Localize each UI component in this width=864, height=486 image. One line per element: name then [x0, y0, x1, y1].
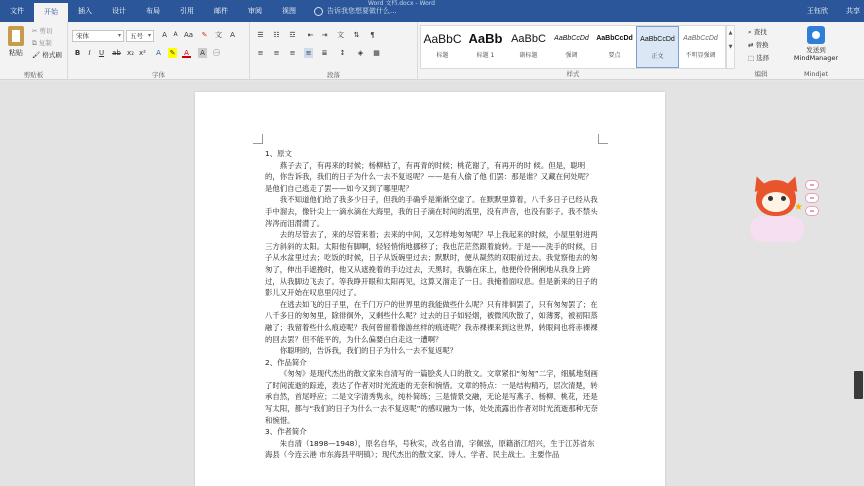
paragraph-7: 朱自清（1898—1948），原名自华，号秋实，改名自清，字佩弦，原籍浙江绍兴，生于江苏省东海县（今连云港 市东海县平明镇）；现代杰出的散文家、诗人、学者、民主战士。主要作品 [265, 438, 595, 460]
char-shading-icon[interactable]: A [198, 48, 207, 58]
tab-review[interactable]: 审阅 [248, 7, 262, 15]
align-right-icon[interactable]: ≡ [289, 49, 296, 57]
document-title: Word 文档.docx - Word [368, 0, 435, 7]
clipboard-group-label: 剪贴板 [23, 71, 44, 79]
shrink-font-icon[interactable]: A [173, 31, 178, 38]
mascot-cloud [750, 216, 804, 242]
mascot-option-1-icon[interactable] [805, 180, 819, 190]
align-left-icon[interactable]: ≡ [257, 49, 264, 57]
font-name-select[interactable]: 宋体 ▾ [72, 30, 124, 42]
tab-layout[interactable]: 布局 [146, 7, 160, 15]
styles-scroll[interactable]: ▲ ▼ [726, 25, 735, 69]
underline-button[interactable]: U [98, 49, 105, 57]
justify-icon[interactable]: ≡ [305, 49, 312, 57]
bullets-icon[interactable]: ☰ [257, 31, 264, 39]
copy-button[interactable]: ⧉ 复制 [32, 39, 52, 47]
subscript-button[interactable]: x₂ [127, 49, 134, 57]
phonetic-icon[interactable]: 文 [215, 31, 222, 39]
paragraph-4: 在逃去如飞的日子里，在千门万户的世界里的我能做些什么呢？只有徘徊罢了，只有匆匆罢了；在八千多日的匆匆里，除徘徊外，又剩些什么呢？过去的日子如轻烟，被微风吹散了，如薄雾，被初阳蒸融了；我留着些什么痕迹呢？我何曾留着像游丝样的痕迹呢？我赤裸裸来到这世界，转眼间也将赤裸裸的回去罢？但不能平的，为什么偏要白白走这一遭啊？ [265, 299, 598, 344]
mascot-option-3-icon[interactable] [805, 206, 819, 216]
strikethrough-button[interactable]: ab [112, 49, 121, 57]
style-emphasis[interactable]: AaBbCcDd 强调 [554, 35, 589, 59]
user-name[interactable]: 王钰欣 [807, 7, 828, 15]
star-icon: ★ [794, 202, 803, 213]
format-painter-button[interactable]: 🖌 格式刷 [32, 51, 62, 59]
superscript-button[interactable]: x² [139, 49, 146, 57]
numbering-icon[interactable]: ☷ [273, 31, 280, 39]
vertical-scrollbar[interactable] [852, 81, 864, 486]
tab-insert[interactable]: 插入 [78, 7, 92, 15]
cut-button[interactable]: ✂ 剪切 [32, 27, 53, 35]
mascot-face [762, 192, 790, 212]
highlight-icon[interactable]: ✎ [169, 49, 176, 57]
tell-me-text: 告诉我您想要做什么... [327, 7, 397, 15]
font-size-select[interactable]: 五号 ▾ [126, 30, 154, 42]
share-button[interactable]: 共享 [846, 7, 860, 15]
fox-mascot-icon[interactable] [750, 176, 806, 246]
distributed-icon[interactable]: ≣ [321, 49, 328, 57]
mascot-eye-left [768, 196, 773, 201]
tab-view[interactable]: 视图 [282, 7, 296, 15]
char-border-icon[interactable]: A [230, 31, 235, 39]
clear-format-icon[interactable]: ✎ [201, 31, 208, 39]
multilevel-list-icon[interactable]: ☲ [289, 31, 296, 39]
document-page[interactable] [195, 92, 665, 486]
style-title[interactable]: AaBbC 标题 [423, 32, 462, 59]
scrollbar-thumb[interactable] [854, 371, 863, 399]
styles-gallery [420, 25, 726, 69]
tab-file[interactable]: 文件 [10, 7, 24, 15]
style-subtle-emphasis[interactable]: AaBbCcDd 不明显强调 [683, 35, 718, 59]
clipboard-icon [8, 26, 24, 46]
crop-mark-top-right [598, 134, 608, 144]
bold-button[interactable]: B [74, 49, 81, 57]
paragraph-1: 燕子去了，有再来的时候；杨柳枯了，有再青的时候；桃花谢了，有再开的时 候。但是，聪明的，你告诉我，我们的日子为什么一去不复返呢？——是有人偷了他 们罢：那是谁？又藏在何处呢？是他们自己逃走了罢——如今又到了哪里呢？ [265, 160, 593, 193]
italic-button[interactable]: I [88, 49, 91, 57]
style-heading1[interactable]: AaBb 标题 1 [468, 31, 503, 59]
tab-references[interactable]: 引用 [180, 7, 194, 15]
replace-button[interactable]: ⇄ 替换 [748, 41, 769, 49]
send-to-mindmanager-button[interactable] [790, 26, 842, 62]
shading-icon[interactable]: ◈ [357, 49, 364, 57]
style-subtitle[interactable]: AaBbC 副标题 [511, 33, 546, 59]
font-color-icon[interactable]: A [182, 48, 191, 58]
mascot-eye-right [781, 196, 786, 201]
font-group [68, 22, 250, 80]
enclose-char-icon[interactable]: ㊀ [213, 49, 220, 57]
paste-label: 粘贴 [9, 49, 23, 57]
style-strong[interactable]: AaBbCcDd 要点 [596, 35, 633, 59]
grow-font-icon[interactable]: A [162, 31, 167, 39]
clipboard-group [0, 22, 68, 80]
tab-home[interactable]: 开始 [34, 3, 68, 22]
text-effects-icon[interactable]: A [156, 49, 161, 57]
mindjet-line2: MindManager [793, 54, 839, 62]
sort-icon[interactable]: ⇅ [353, 31, 360, 39]
paste-button[interactable] [5, 26, 27, 58]
lightbulb-icon [314, 7, 323, 16]
select-button[interactable]: ⬚ 选择 [748, 54, 770, 62]
find-button[interactable]: ⌕ 查找 [748, 28, 767, 36]
styles-group-label: 样式 [566, 70, 580, 78]
ribbon [0, 22, 864, 80]
crop-mark-top-left [253, 134, 263, 144]
font-group-label: 字体 [152, 71, 165, 79]
align-center-icon[interactable]: ≡ [273, 49, 280, 57]
paragraph-2: 我不知道他们给了我多少日子，但我的手确乎是渐渐空虚了。在默默里算着，八千多日子已经从我手中溜去，像针尖上一滴水滴在大海里，我的日子滴在时间的流里，没有声音，也没有影子。我不禁头涔涔而泪潸潸了。 [265, 195, 598, 228]
paragraph-group-label: 段落 [327, 71, 340, 79]
document-body[interactable] [265, 148, 599, 461]
paragraph-5: 你聪明的，告诉我，我们的日子为什么一去不复返呢？ [279, 346, 458, 356]
mindmanager-icon [807, 26, 825, 44]
show-marks-icon[interactable]: ¶ [370, 31, 375, 39]
heading-introduction: 2、作品简介 [265, 357, 307, 367]
mindjet-group-label: Mindjet [803, 70, 828, 78]
tab-mailings[interactable]: 邮件 [214, 7, 228, 15]
increase-indent-icon[interactable]: ⇥ [321, 31, 328, 39]
editing-group-label: 编辑 [754, 70, 768, 78]
style-normal[interactable]: AaBbCcDd 正文 [636, 26, 679, 68]
paragraph-group [250, 22, 418, 80]
mascot-option-2-icon[interactable] [805, 193, 819, 203]
decrease-indent-icon[interactable]: ⇤ [307, 31, 314, 39]
borders-icon[interactable]: ▦ [373, 49, 380, 57]
heading-author: 3、作者简介 [265, 427, 307, 437]
line-spacing-icon[interactable]: ↕ [339, 49, 346, 57]
mindjet-line1: 发送到 [806, 46, 826, 54]
chinese-layout-icon[interactable]: 文 [337, 31, 344, 39]
paragraph-3: 去的尽管去了，来的尽管来着；去来的中间，又怎样地匆匆呢？早上我起来的时候，小屋里射进两三方斜斜的太阳。太阳他有脚啊，轻轻悄悄地挪移了；我也茫茫然跟着旋转。于是——洗手的时候，日子从水盆里过去；吃饭的时候，日子从饭碗里过去；默默时，便从凝然的双眼前过去。我觉察他去的匆匆了，伸出手遮挽时，他又从遮挽着的手边过去，天黑时，我躺在床上，他便伶伶俐俐地从我身上跨过，从我脚边飞去了。等我睁开眼和太阳再见，这算又溜走了一日。我掩着面叹息。但是新来的日子的影儿又开始在叹息里闪过了。 [265, 230, 598, 298]
heading-original-text: 1、原文 [265, 149, 292, 158]
change-case-icon[interactable]: Aa [184, 31, 194, 39]
tab-design[interactable]: 设计 [112, 7, 126, 15]
paragraph-6: 《匆匆》是现代杰出的散文家朱自清写的一篇脍炙人口的散文。文章紧扣“匆匆”二字，细腻地刻画了时间流逝的踪迹，表达了作者对时光流逝的无奈和惋惜。文章的特点：一是结构精巧，层次清楚，转承自然，首尾呼应；二是文字清秀隽永，纯朴简练；三是情景交融，无论是写燕子、杨柳、桃花，还是写太阳，都与“我们的日子为什么一去不复返呢”的感叹融为一体，处处流露出作者对时光流逝那种无奈和惋惜。 [265, 369, 598, 425]
